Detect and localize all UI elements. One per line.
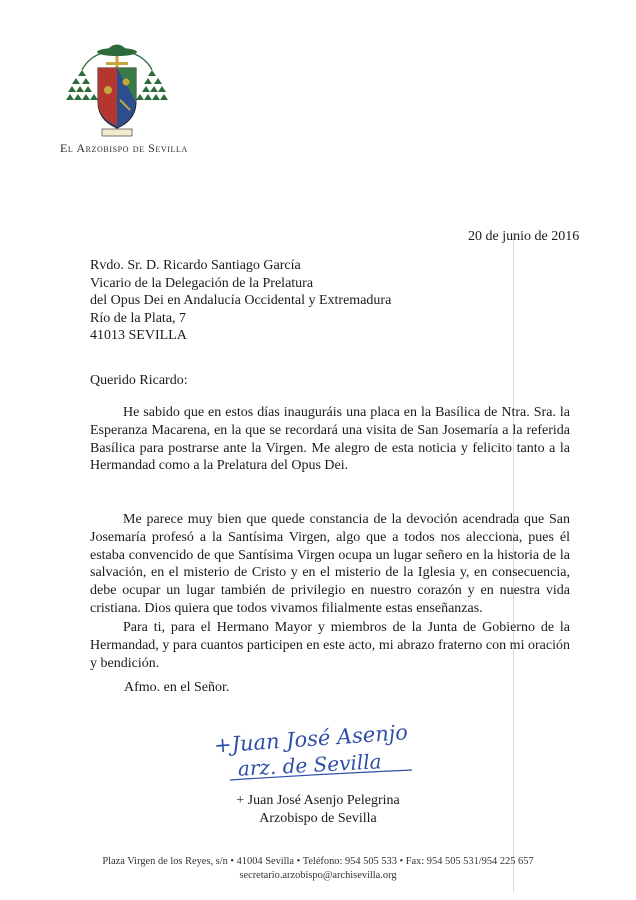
closing: Afmo. en el Señor. bbox=[124, 680, 230, 695]
recipient-line: 41013 SEVILLA bbox=[90, 328, 187, 344]
body-paragraph: Para ti, para el Hermano Mayor y miembros de la Junta de Gobierno de la Hermandad, y para cuantos participen en este acto, mi abrazo fraterno con mi oración y bendición. bbox=[90, 620, 570, 671]
salutation: Querido Ricardo: bbox=[90, 373, 188, 388]
signer-name: + Juan José Asenjo Pelegrina bbox=[236, 793, 400, 808]
body-paragraph: Me parece muy bien que quede constancia de la devoción acendrada que San Josemaría profesó a la Santísima Virgen, algo que a todos nos alecciona, pues él estaba convencido de que Santísima Virgen ocupa un lugar señero en la historia de la salvación, en el misterio de Cristo y en el misterio de la Iglesia y, en consecuencia, debe ocupar un lugar también de privilegio en nuestro corazón y en nuestra vida cristiana. Dios quiera que todos vivamos filialmente estas enseñanzas. bbox=[90, 512, 570, 616]
recipient-line: Rvdo. Sr. D. Ricardo Santiago García bbox=[90, 258, 301, 273]
handwritten-signature bbox=[200, 720, 430, 782]
signer-title: Arzobispo de Sevilla bbox=[259, 810, 377, 826]
recipient-line: Vicario de la Delegación de la Prelatura bbox=[90, 275, 314, 291]
letterhead-sender: El Arzobispo de Sevilla bbox=[60, 141, 188, 155]
letter-date: 20 de junio de 2016 bbox=[468, 229, 580, 244]
signature-line: +Juan José Asenjo bbox=[213, 720, 409, 758]
footer-address: Plaza Virgen de los Reyes, s/n • 41004 Sevilla • Teléfono: 954 505 533 • Fax: 954 505 531/954 225 657 bbox=[102, 856, 534, 867]
signature-line: arz. de Sevilla bbox=[237, 749, 383, 781]
signer-block bbox=[200, 792, 436, 827]
archbishop-coat-of-arms-icon bbox=[62, 40, 172, 140]
recipient-line: del Opus Dei en Andalucía Occidental y Extremadura bbox=[90, 293, 392, 309]
footer-email: secretario.arzobispo@archisevilla.org bbox=[239, 870, 397, 881]
body-paragraph: He sabido que en estos días inauguráis una placa en la Basílica de Ntra. Sra. la Esperanza Macarena, en la que se recordará una visita de San Josemaría a la referida Basílica para postrarse ante la Virgen. Me alegro de esta noticia y felicito tanto a la Hermandad como a la Prelatura del Opus Dei. bbox=[90, 405, 570, 474]
recipient-line: Río de la Plata, 7 bbox=[90, 310, 187, 326]
recipient-address-block bbox=[90, 257, 391, 345]
